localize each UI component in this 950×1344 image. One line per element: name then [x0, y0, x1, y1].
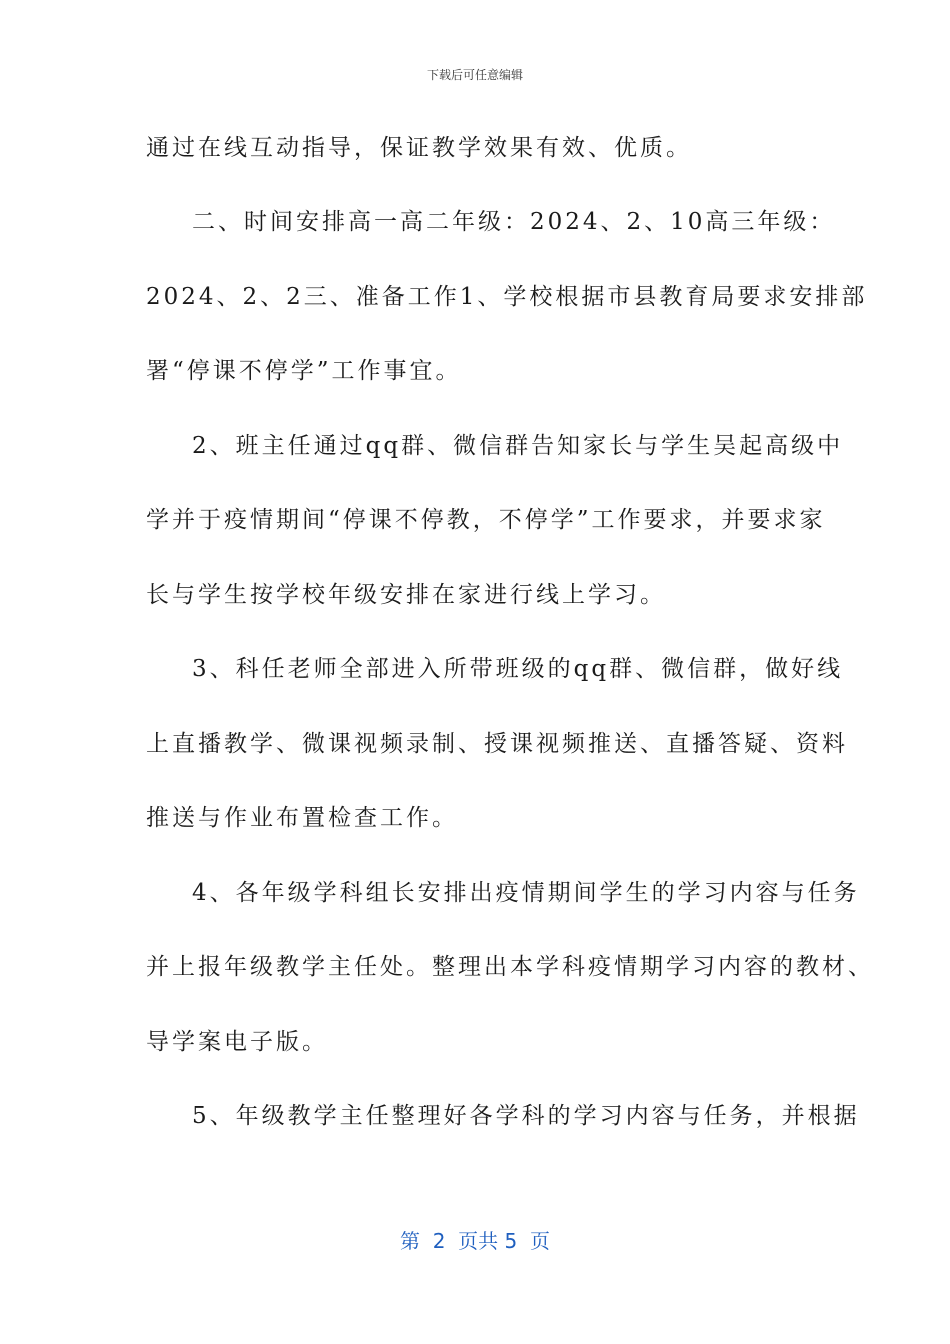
text-line-5: 2、班主任通过qq群、微信群告知家长与学生吴起高级中: [192, 433, 844, 459]
text-line-13: 导学案电子版。: [146, 1029, 328, 1055]
text-line-7: 长与学生按学校年级安排在家进行线上学习。: [146, 582, 666, 608]
text-line-11: 4、各年级学科组长安排出疫情期间学生的学习内容与任务: [192, 880, 860, 906]
text-line-2: 二、时间安排高一高二年级：2024、2、10高三年级：: [192, 209, 836, 235]
page-header-note: 下载后可任意编辑: [426, 68, 523, 82]
text-line-9: 上直播教学、微课视频录制、授课视频推送、直播答疑、资料: [146, 731, 848, 757]
text-line-6: 学并于疫情期间“停课不停教，不停学”工作要求，并要求家: [146, 507, 826, 533]
text-line-10: 推送与作业布置检查工作。: [146, 805, 458, 831]
text-line-14: 5、年级教学主任整理好各学科的学习内容与任务，并根据: [192, 1103, 860, 1129]
text-line-8: 3、科任老师全部进入所带班级的qq群、微信群，做好线: [192, 656, 844, 682]
text-line-4: 署“停课不停学”工作事宜。: [146, 358, 462, 384]
text-line-3: 2024、2、2三、准备工作1、学校根据市县教育局要求安排部: [146, 284, 868, 310]
text-line-12: 并上报年级教学主任处。整理出本学科疫情期学习内容的教材、: [146, 954, 874, 980]
text-line-1: 通过在线互动指导，保证教学效果有效、优质。: [146, 135, 692, 161]
page-number-footer: 第 2 页共 5 页: [400, 1229, 550, 1253]
